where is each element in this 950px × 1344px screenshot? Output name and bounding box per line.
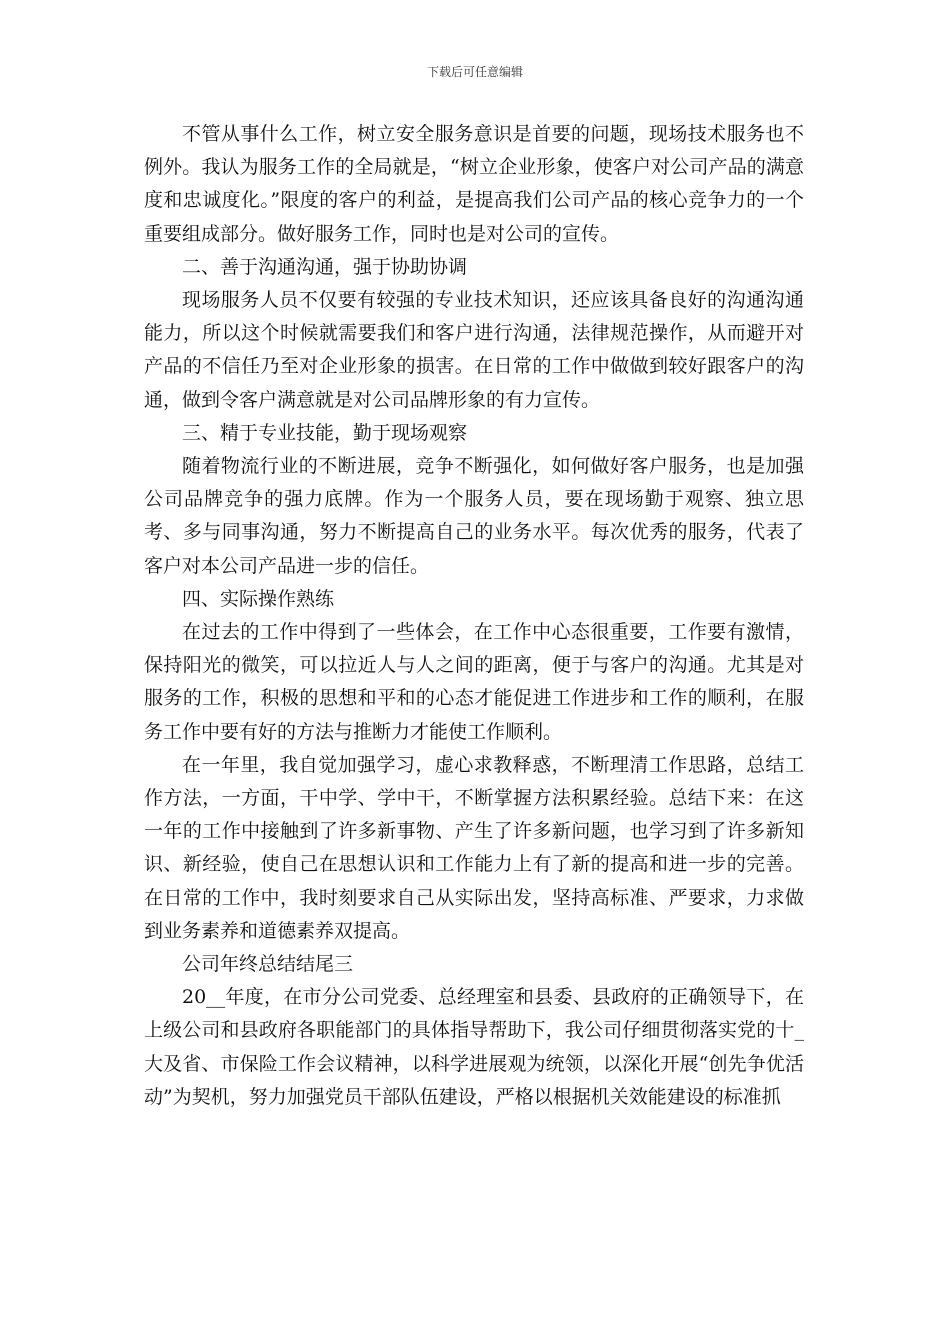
- section-heading-closing-three: 公司年终总结结尾三: [182, 953, 354, 976]
- paragraph-professional-skills: 随着物流行业的不断进展，竞争不断强化，如何做好客户服务，也是加强公司品牌竞争的强力底牌。作为一个服务人员，要在现场勤于观察、独立思考、多与同事沟通，努力不断提高自己的业务水平。每次优秀的服务，代表了客户对本公司产品进一步的信任。: [144, 455, 804, 577]
- section-heading-professional-skills: 三、精于专业技能，勤于现场观察: [182, 421, 468, 444]
- paragraph-safety-service: 不管从事什么工作，树立安全服务意识是首要的问题，现场技术服务也不例外。我认为服务工作的全局就是，“树立企业形象，使客户对公司产品的满意度和忠诚度化。”限度的客户的利益，是提高我们公司产品的核心竞争力的一个重要组成部分。做好服务工作，同时也是对公司的宣传。: [144, 123, 804, 245]
- section-heading-practical-operation: 四、实际操作熟练: [182, 587, 335, 610]
- paragraph-communication: 现场服务人员不仅要有较强的专业技术知识，还应该具备良好的沟通沟通能力，所以这个时候就需要我们和客户进行沟通，法律规范操作，从而避开对产品的不信任乃至对企业形象的损害。在日常的工作中做做到较好跟客户的沟通，做到令客户满意就是对公司品牌形象的有力宣传。: [144, 289, 804, 411]
- section-heading-communication: 二、善于沟通沟通，强于协助协调: [182, 255, 468, 278]
- paragraph-practical-operation: 在过去的工作中得到了一些体会，在工作中心态很重要，工作要有激情，保持阳光的微笑，可以拉近人与人之间的距离，便于与客户的沟通。尤其是对服务的工作，积极的思想和平和的心态才能促进工作进步和工作的顺利，在服务工作中要有好的方法与推断力才能使工作顺利。: [144, 621, 804, 743]
- paragraph-annual-review: 20__年度，在市分公司党委、总经理室和县委、县政府的正确领导下，在上级公司和县政府各职能部门的具体指导帮助下，我公司仔细贯彻落实党的十_大及省、市保险工作会议精神，以科学进展观为统领，以深化开展“创先争优活动”为契机，努力加强党员干部队伍建设，严格以根据机关效能建设的标准抓: [144, 986, 804, 1108]
- paragraph-yearly-learning: 在一年里，我自觉加强学习，虚心求教释惑，不断理清工作思路，总结工作方法，一方面，干中学、学中干，不断掌握方法积累经验。总结下来：在这一年的工作中接触到了许多新事物、产生了许多新问题，也学习到了许多新知识、新经验，使自己在思想认识和工作能力上有了新的提高和进一步的完善。在日常的工作中，我时刻要求自己从实际出发，坚持高标准、严要求，力求做到业务素养和道德素养双提高。: [144, 753, 804, 942]
- document-body: [144, 118, 804, 1114]
- page-header: 下载后可任意编辑: [426, 65, 523, 79]
